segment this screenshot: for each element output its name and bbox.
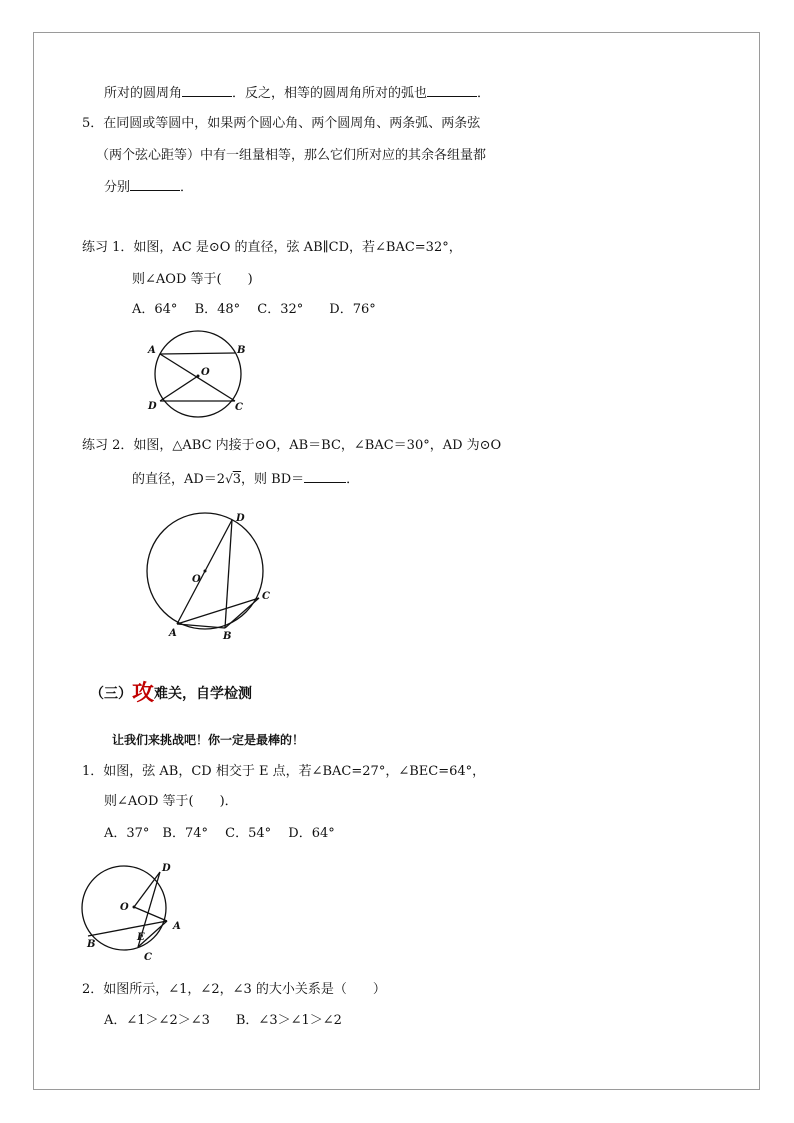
label-c: C [262,591,270,602]
label-b: B [223,631,232,642]
label-o: O [201,367,210,378]
question-2-options: A．∠1＞∠2＞∠3 B．∠3＞∠1＞∠2 [104,1013,342,1028]
exercise-2-question-2: 的直径，AD＝2√3，则 BD＝ ． [132,472,360,487]
text-span: ． [180,180,194,195]
chord-ab [160,353,235,354]
exercise-1-options: A．64° B．48° C．32° D．76° [132,302,376,317]
text-span: 的直径，AD＝2 [132,472,226,487]
segment-oa [134,907,167,921]
chord-bd [225,520,232,628]
item-5-line-1: 5．在同圆或等圆中，如果两个圆心角、两个圆周角、两条弧、两条弦 [82,116,481,131]
sqrt-value: 3 [232,472,242,487]
center-point [204,570,207,573]
center-point [197,375,200,378]
text-span: 所对的圆周角 [104,86,183,101]
answer-blank[interactable] [427,84,477,97]
text-line-1 [104,84,490,102]
exercise-1-question-2: 则∠AOD 等于( ) [132,272,253,287]
text-span: ． [346,472,360,487]
question-2-line-1: 2．如图所示，∠1，∠2，∠3 的大小关系是（ ） [82,982,386,997]
section-3-subtitle: 让我们来挑战吧！你一定是最棒的！ [112,733,305,747]
label-d: D [236,513,245,524]
question-1-line-2: 则∠AOD 等于( )． [104,794,238,809]
label-c: C [235,402,243,413]
question-1-figure [78,858,188,968]
section-number: （三） [90,686,132,702]
text-span: ．反之，相等的圆周角所对的弧也 [232,86,428,101]
label-e: E [137,932,145,943]
center-point [133,906,136,909]
answer-blank[interactable] [130,178,180,191]
item-5-line-2: （两个弦心距等）中有一组量相等，那么它们所对应的其余各组量都 [96,148,487,163]
label-d: D [148,401,157,412]
item-5-line-3 [104,178,193,196]
label-a: A [173,921,181,932]
label-b: B [87,939,96,950]
label-o: O [192,574,201,585]
label-a: A [148,345,156,356]
segment-od [160,376,198,401]
section-3-title [90,676,252,707]
question-1-line-1: 1．如图，弦 AB，CD 相交于 E 点，若∠BAC=27°，∠BEC=64°， [82,764,486,779]
answer-blank[interactable] [182,84,232,97]
section-highlight: 攻 [132,680,155,706]
text-span: 分别 [104,180,131,195]
label-d: D [162,863,171,874]
exercise-1-question: 练习 1．如图，AC 是⊙O 的直径，弦 AB∥CD，若∠BAC=32°， [82,240,462,255]
text-span: ． [477,86,491,101]
chord-ab [177,624,225,628]
label-c: C [144,952,152,963]
question-1-options: A．37° B．74° C．54° D．64° [104,826,335,841]
exercise-2-figure [145,508,275,643]
answer-blank[interactable] [304,470,346,483]
label-a: A [169,628,177,639]
exercise-2-question: 练习 2．如图，△ABC 内接于⊙O，AB＝BC，∠BAC＝30°，AD 为⊙O [82,438,502,453]
label-b: B [237,345,246,356]
text-span: ，则 BD＝ [241,472,305,487]
label-o: O [120,902,129,913]
circle-o [155,331,241,417]
segment-od [134,872,160,907]
chord-bc [225,598,259,628]
chord-ba [88,921,167,936]
section-title-text: 难关，自学检测 [154,686,253,702]
exercise-1-figure [140,338,260,418]
